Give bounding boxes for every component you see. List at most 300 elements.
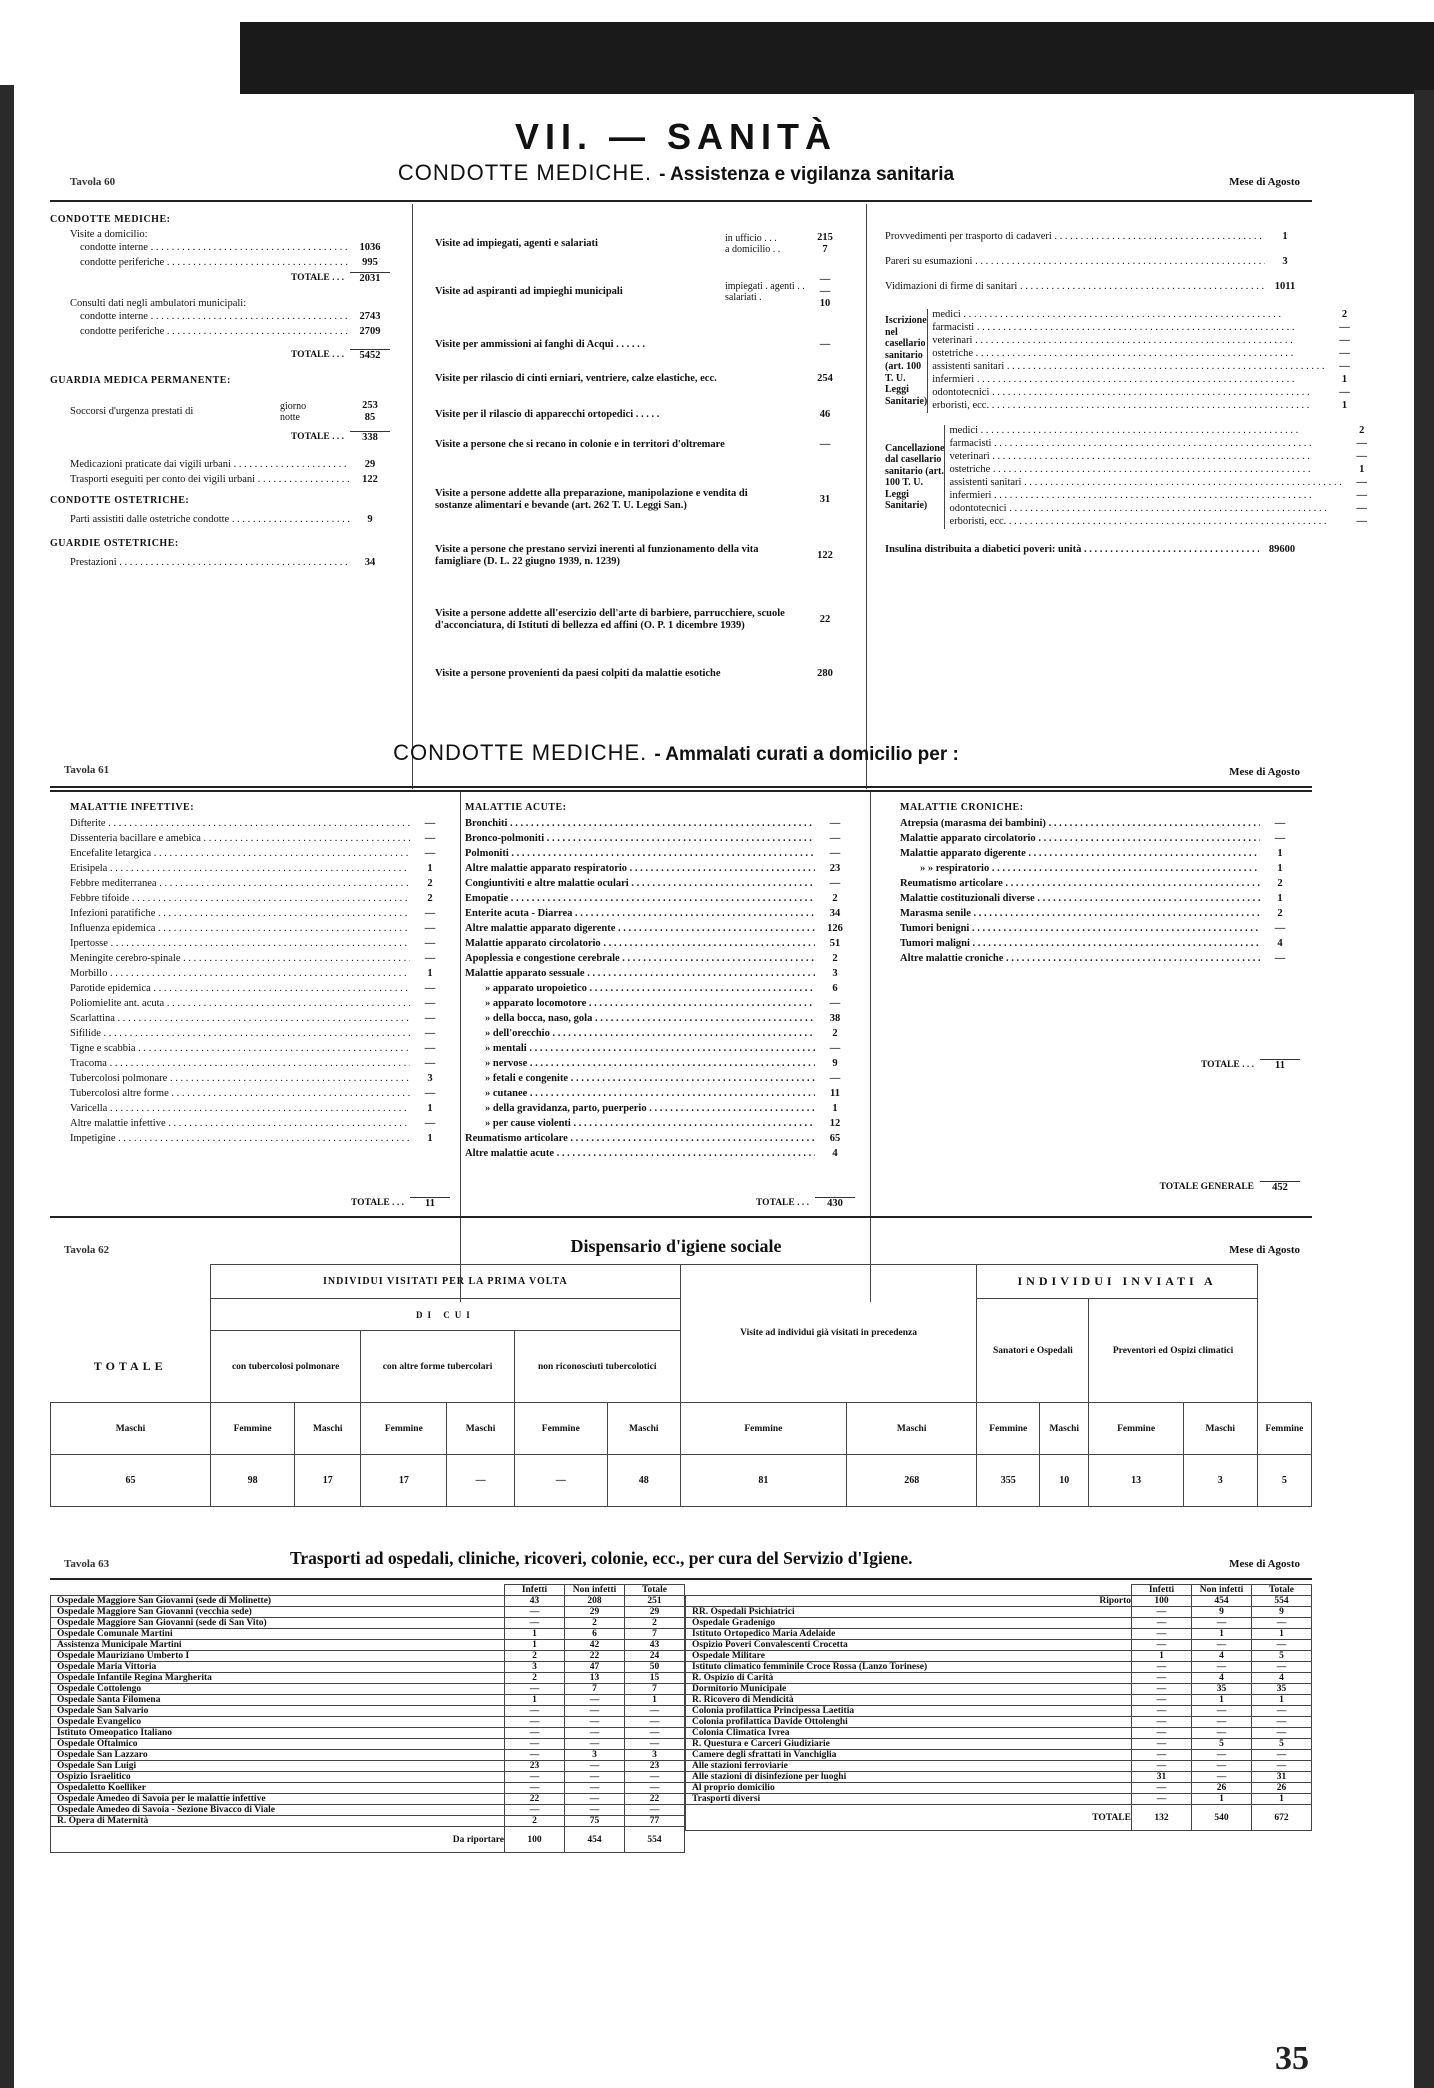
table-row: [686, 1750, 1312, 1761]
item-value: 1: [427, 967, 433, 979]
row-value: —: [1252, 1706, 1312, 1717]
list-item: [900, 862, 1300, 877]
list-item: [900, 922, 1300, 937]
acute-head: MALATTIE ACUTE:: [465, 802, 567, 813]
row-value: —: [565, 1728, 625, 1739]
row-value: —: [1252, 1761, 1312, 1772]
item-label: Altre malattie apparato respiratorio . . .: [465, 863, 815, 875]
table-row: [51, 1805, 685, 1816]
row-value: —: [625, 1728, 685, 1739]
list-item: [465, 1147, 855, 1162]
table-row: [51, 1783, 685, 1794]
t60-c1-row: [50, 457, 390, 472]
item-value: 4: [1277, 937, 1283, 949]
row-value: 3: [1282, 256, 1288, 268]
table-row: [686, 1673, 1312, 1684]
row-label: Ospedale Oftalmico: [51, 1739, 505, 1750]
row-value: —: [625, 1805, 685, 1816]
list-item: [465, 1117, 855, 1132]
row-value: —: [625, 1783, 685, 1794]
list-item: [70, 952, 450, 967]
item-label: Tracoma . . .: [70, 1058, 410, 1070]
t61-top-rule: [50, 786, 1312, 788]
giorno-value: 253: [362, 400, 378, 412]
item-value: 46: [819, 408, 831, 420]
row-label: Ospedale Santa Filomena: [51, 1695, 505, 1706]
item-label: Visite per ammissioni ai fanghi di Acqui . . . . . .: [435, 338, 646, 350]
item-label: Febbre tifoide . . .: [70, 893, 410, 905]
item-label: Influenza epidemica . . .: [70, 923, 410, 935]
table-row: [686, 1684, 1312, 1695]
item-value: 6: [832, 982, 838, 994]
row-label: Riporto: [686, 1596, 1132, 1607]
item-value: 126: [827, 922, 843, 934]
list-item: [70, 1117, 450, 1132]
t60-c2-item: [435, 528, 845, 584]
casellario-item: [932, 335, 1364, 348]
casellario-item: [932, 348, 1364, 361]
t62-value: 98: [211, 1455, 295, 1507]
row-value: —: [1192, 1717, 1252, 1728]
item-value: 1: [427, 1102, 433, 1114]
sex-header: Femmine: [361, 1403, 447, 1455]
row-label: condotte periferiche . . .: [80, 326, 350, 338]
item-value: 51: [829, 937, 841, 949]
row-label: Ospedale Maggiore San Giovanni (vecchia sede): [51, 1607, 505, 1618]
list-item: [900, 847, 1300, 862]
item-value: —: [424, 937, 436, 949]
t60-c2-item: [435, 592, 845, 648]
list-item: [465, 937, 855, 952]
t61-infettive: [70, 796, 450, 1147]
total-label: TOTALE . . .: [756, 1198, 809, 1209]
list-item: [465, 952, 855, 967]
item-label: ostetriche . . .: [949, 464, 1341, 476]
item-label: veterinari . . .: [932, 335, 1324, 347]
row-value: —: [565, 1695, 625, 1706]
t60-title: [40, 160, 1312, 186]
casellario-item: [932, 374, 1364, 387]
list-item: [465, 817, 855, 832]
item-value: —: [829, 847, 841, 859]
row-label: Ospedale Comunale Martini: [51, 1629, 505, 1640]
item-value: —: [424, 997, 436, 1009]
total-value: 430: [815, 1197, 855, 1210]
casellario-item: [949, 490, 1381, 503]
row-value: 995: [362, 257, 378, 269]
item-label: Visite per rilascio di cinti erniari, ventriere, calze elastiche, ecc.: [435, 372, 717, 384]
t60-ost-head: CONDOTTE OSTETRICHE:: [50, 495, 190, 507]
item-value: —: [829, 997, 841, 1009]
list-item: [70, 982, 450, 997]
item-value: 2: [832, 1027, 838, 1039]
t60-c3-row: [885, 230, 1305, 245]
sex-header: Femmine: [1089, 1403, 1183, 1455]
row-value: 77: [625, 1816, 685, 1827]
row-value: —: [1252, 1618, 1312, 1629]
row-value: 22: [565, 1651, 625, 1662]
table-row: [686, 1772, 1312, 1783]
t62-blank: [51, 1265, 211, 1331]
t60-top-rule: [50, 200, 1312, 202]
row-value: —: [625, 1739, 685, 1750]
row-value: 1: [1252, 1695, 1312, 1706]
item-label: » dell'orecchio . . .: [465, 1028, 815, 1040]
item-label: Altre malattie acute . . .: [465, 1148, 815, 1160]
scan-right-border: [1414, 90, 1434, 2088]
item-values: [805, 232, 845, 256]
row-value: 1: [1192, 1629, 1252, 1640]
row-value: 29: [565, 1607, 625, 1618]
item-label: Atrepsia (marasma dei bambini) . . .: [900, 818, 1260, 830]
t61-vdivider-2: [870, 792, 871, 1302]
item-label: » nervose . . .: [465, 1058, 815, 1070]
item-label: Difterite . . .: [70, 818, 410, 830]
t62-value: 81: [680, 1455, 846, 1507]
item-value: 1: [1341, 400, 1348, 412]
t60-cancellazione: [885, 425, 1367, 529]
row-value: 9: [367, 514, 373, 526]
item-label: odontotecnici . . .: [932, 387, 1324, 399]
item-label: » per cause violenti . . .: [465, 1118, 815, 1130]
list-item: [465, 997, 855, 1012]
list-item: [70, 937, 450, 952]
row-value: 13: [565, 1673, 625, 1684]
t62-h-altre: con altre forme tubercolari: [361, 1331, 515, 1403]
row-value: —: [1132, 1662, 1192, 1673]
t62-value: 13: [1089, 1455, 1183, 1507]
item-label: ostetriche . . .: [932, 348, 1324, 360]
table-row: [686, 1739, 1312, 1750]
total-value: 452: [1260, 1181, 1300, 1194]
item-label: Parotide epidemica . . .: [70, 983, 410, 995]
row-value: 554: [625, 1827, 685, 1853]
row-value: —: [1132, 1728, 1192, 1739]
row-value: 2709: [359, 326, 381, 338]
item-value: 23: [829, 862, 841, 874]
row-label: Ospizio Israelitico: [51, 1772, 505, 1783]
row-value: 1011: [1274, 281, 1296, 293]
row-value: 89600: [1268, 544, 1296, 556]
row-value: 3: [565, 1750, 625, 1761]
table-row: [51, 1596, 685, 1607]
table-row: [686, 1761, 1312, 1772]
t63-right-table: [685, 1584, 1312, 1831]
item-value: 1: [427, 862, 433, 874]
row-label: Istituto climatico femminile Croce Rossa (Lanzo Torinese): [686, 1662, 1132, 1673]
row-value: —: [1132, 1640, 1192, 1651]
item-label: Malattie apparato sessuale . . .: [465, 968, 815, 980]
t60-c1-row: [50, 555, 390, 570]
row-label: Parti assistiti dalle ostetriche condotte . . .: [70, 514, 350, 526]
t60-c1-row: [50, 241, 390, 256]
blank: [686, 1585, 1132, 1596]
row-value: —: [625, 1706, 685, 1717]
row-value: —: [1132, 1673, 1192, 1684]
total-value: 2031: [350, 272, 390, 285]
t62-value: 355: [977, 1455, 1040, 1507]
row-value: 22: [505, 1794, 565, 1805]
item-value: —: [1356, 503, 1367, 515]
list-item: [465, 1027, 855, 1042]
casellario-item: [949, 464, 1381, 477]
t60-consulti-label: Consulti dati negli ambulatori municipali:: [70, 297, 247, 309]
split-2: a domicilio . .: [725, 244, 781, 255]
item-label: Tumori benigni . . .: [900, 923, 1260, 935]
item-split: impiegati . agenti . . salariati .: [725, 280, 805, 303]
row-label: R. Ospizio di Carità: [686, 1673, 1132, 1684]
t62-title: Dispensario d'igiene sociale: [570, 1236, 782, 1256]
item-label: Malattie apparato circolatorio . . .: [465, 938, 815, 950]
item-label: » apparato uropoietico . . .: [465, 983, 815, 995]
row-label: R. Opera di Maternità: [51, 1816, 505, 1827]
item-split: [725, 233, 805, 256]
t60-c2-item: [435, 654, 845, 694]
item-value: 1: [1277, 862, 1283, 874]
list-item: [70, 1087, 450, 1102]
item-label: Impetigine . . .: [70, 1133, 410, 1145]
t62-value: 17: [295, 1455, 361, 1507]
col-header: Totale: [1252, 1585, 1312, 1596]
row-label: Ospedale Infantile Regina Margherita: [51, 1673, 505, 1684]
t60-col3: [885, 226, 1367, 558]
row-value: 26: [1252, 1783, 1312, 1794]
row-value: 50: [625, 1662, 685, 1673]
list-item: [465, 877, 855, 892]
t61-bottom-rule: [50, 1216, 1312, 1218]
t61-inf-total: [70, 1196, 450, 1211]
t60-c2-item: [435, 224, 845, 264]
row-label: Ospedale Evangelico: [51, 1717, 505, 1728]
row-label: Ospedale San Salvario: [51, 1706, 505, 1717]
row-value: —: [1132, 1783, 1192, 1794]
list-item: [900, 937, 1300, 952]
row-label: RR. Ospedali Psichiatrici: [686, 1607, 1132, 1618]
t60-mese: Mese di Agosto: [1229, 176, 1300, 188]
row-value: —: [1132, 1750, 1192, 1761]
row-value: —: [1132, 1695, 1192, 1706]
table-row: [686, 1695, 1312, 1706]
table-row: [51, 1684, 685, 1695]
row-value: —: [1192, 1772, 1252, 1783]
list-item: [900, 832, 1300, 847]
item-value: —: [1356, 438, 1367, 450]
t60-col1: [50, 208, 390, 570]
table-row: [686, 1805, 1312, 1831]
cancellazione-label: Cancellazione dal casellario sanitario (art. 100 T. U. Leggi Sanitarie): [885, 442, 945, 511]
item-label: veterinari . . .: [949, 451, 1341, 463]
row-value: 15: [625, 1673, 685, 1684]
row-label: TOTALE: [686, 1805, 1132, 1831]
list-item: [70, 1012, 450, 1027]
item-value: 9: [832, 1057, 838, 1069]
item-value: —: [424, 1117, 436, 1129]
total-label: TOTALE . . .: [291, 349, 344, 360]
row-value: —: [1192, 1640, 1252, 1651]
total-row: [465, 1196, 855, 1211]
sex-header: Maschi: [1040, 1403, 1089, 1455]
item-label: medici . . .: [949, 425, 1341, 437]
row-value: 132: [1132, 1805, 1192, 1831]
item-value: 2: [832, 952, 838, 964]
list-item: [70, 892, 450, 907]
item-label: Malattie apparato digerente . . .: [900, 848, 1260, 860]
row-value: 1: [1252, 1629, 1312, 1640]
item-label: » cutanee . . .: [465, 1088, 815, 1100]
page-sheet: [40, 96, 1367, 2071]
list-item: [70, 1072, 450, 1087]
sex-header: Maschi: [295, 1403, 361, 1455]
t62-h-preventori: Preventori ed Ospizi climatici: [1089, 1299, 1257, 1403]
row-value: 100: [1132, 1596, 1192, 1607]
row-value: —: [565, 1706, 625, 1717]
scan-left-border: [0, 85, 14, 2088]
item-value: 22: [819, 613, 831, 625]
t62-value-row: [51, 1455, 1312, 1507]
row-label: Alle stazioni di disinfezione per luoghi: [686, 1772, 1132, 1783]
t62-table: [50, 1264, 1312, 1507]
row-value: —: [1252, 1728, 1312, 1739]
item-label: medici . . .: [932, 309, 1324, 321]
item-label: Visite per il rilascio di apparecchi ortopedici . . . . .: [435, 408, 660, 420]
row-value: 7: [565, 1684, 625, 1695]
list-item: [465, 1087, 855, 1102]
row-value: 22: [625, 1794, 685, 1805]
row-value: 42: [565, 1640, 625, 1651]
row-value: —: [1192, 1618, 1252, 1629]
row-value: 31: [1132, 1772, 1192, 1783]
table-row: [51, 1662, 685, 1673]
table-row: [686, 1783, 1312, 1794]
item-value: —: [424, 1012, 436, 1024]
row-label: Ospedale San Lazzaro: [51, 1750, 505, 1761]
t60-tot3: [50, 430, 390, 445]
total-row: [900, 1058, 1300, 1073]
total-value: 11: [410, 1197, 450, 1210]
item-value: 11: [830, 1087, 840, 1099]
t62-tav: Tavola 62: [64, 1244, 110, 1256]
total-label: TOTALE GENERALE: [1159, 1182, 1254, 1193]
item-value: —: [829, 877, 841, 889]
row-value: 100: [505, 1827, 565, 1853]
list-item: [465, 922, 855, 937]
row-value: 43: [505, 1596, 565, 1607]
row-label: Ospedale Gradenigo: [686, 1618, 1132, 1629]
item-label: Morbillo . . .: [70, 968, 410, 980]
t60-c3-row: [885, 255, 1305, 270]
row-value: 47: [565, 1662, 625, 1673]
t62-value: 48: [607, 1455, 680, 1507]
row-value: 251: [625, 1596, 685, 1607]
t60-c1-row: [50, 310, 390, 325]
item-label: Emopatie . . .: [465, 893, 815, 905]
item-value: —: [1356, 516, 1367, 528]
t62-value: 10: [1040, 1455, 1089, 1507]
t60-c2-item: [435, 472, 845, 528]
item-label: Tubercolosi altre forme . . .: [70, 1088, 410, 1100]
item-value: —: [424, 907, 436, 919]
list-item: [70, 1132, 450, 1147]
item-label: erboristi, ecc. . . .: [932, 400, 1324, 412]
t62-h-non: non riconosciuti tubercolotici: [514, 1331, 680, 1403]
row-value: 208: [565, 1596, 625, 1607]
col-header: Non infetti: [1192, 1585, 1252, 1596]
item-label: Visite ad impiegati, agenti e salariati: [435, 237, 598, 249]
t62-sex-row: [51, 1403, 1312, 1455]
item-label: assistenti sanitari . . .: [949, 477, 1341, 489]
casellario-item: [949, 451, 1381, 464]
total-label: TOTALE . . .: [351, 1198, 404, 1209]
t60-tot1: [50, 271, 390, 286]
row-value: —: [1252, 1750, 1312, 1761]
item-value: 254: [817, 372, 833, 384]
list-item: [70, 877, 450, 892]
list-item: [465, 892, 855, 907]
t61-mese: Mese di Agosto: [1229, 766, 1300, 778]
row-label: Colonia profilattica Principessa Laetitia: [686, 1706, 1132, 1717]
row-value: 1: [505, 1629, 565, 1640]
list-item: [900, 952, 1300, 967]
row-value: 2: [505, 1673, 565, 1684]
item-label: Febbre mediterranea . . .: [70, 878, 410, 890]
t60-guardia-head: GUARDIA MEDICA PERMANENTE:: [50, 374, 231, 386]
table-row: [51, 1750, 685, 1761]
list-item: [70, 1042, 450, 1057]
row-value: —: [505, 1618, 565, 1629]
item-value: —: [1274, 922, 1286, 934]
item-label: Encefalite letargica . . .: [70, 848, 410, 860]
sex-header: Femmine: [514, 1403, 607, 1455]
t62-value: 3: [1183, 1455, 1257, 1507]
item-value: 31: [819, 493, 831, 505]
item-label: infermieri . . .: [949, 490, 1341, 502]
row-value: —: [1192, 1750, 1252, 1761]
item-value: 122: [817, 549, 833, 561]
row-label: Insulina distribuita a diabetici poveri: unità . . .: [885, 544, 1259, 556]
item-label: Ipertosse . . .: [70, 938, 410, 950]
row-label: Vidimazioni di firme di sanitari . . .: [885, 281, 1265, 293]
item-label: Malattie apparato circolatorio . . .: [900, 833, 1260, 845]
list-item: [465, 1132, 855, 1147]
table-row: [51, 1761, 685, 1772]
list-item: [465, 1072, 855, 1087]
row-label: Ospedale Maggiore San Giovanni (sede di San Vito): [51, 1618, 505, 1629]
row-value: 43: [625, 1640, 685, 1651]
row-value: 29: [625, 1607, 685, 1618]
row-label: Ospedaletto Koelliker: [51, 1783, 505, 1794]
split-1: in ufficio . . .: [725, 232, 777, 244]
item-value: —: [424, 982, 436, 994]
item-value: 2: [427, 877, 433, 889]
t61-croniche: [900, 796, 1300, 967]
row-value: —: [505, 1739, 565, 1750]
item-value: 3: [427, 1072, 433, 1084]
table-row: [51, 1794, 685, 1805]
casellario-item: [949, 477, 1381, 490]
row-value: 35: [1192, 1684, 1252, 1695]
row-value: 1: [625, 1695, 685, 1706]
row-value: —: [625, 1772, 685, 1783]
row-value: 35: [1252, 1684, 1312, 1695]
list-item: [900, 892, 1300, 907]
row-value: 2743: [359, 311, 381, 323]
item-label: odontotecnici . . .: [949, 503, 1341, 515]
row-value: 4: [1192, 1673, 1252, 1684]
row-value: —: [565, 1805, 625, 1816]
item-value: —: [1356, 490, 1367, 502]
item-value: 2: [1277, 877, 1283, 889]
row-value: —: [1132, 1629, 1192, 1640]
